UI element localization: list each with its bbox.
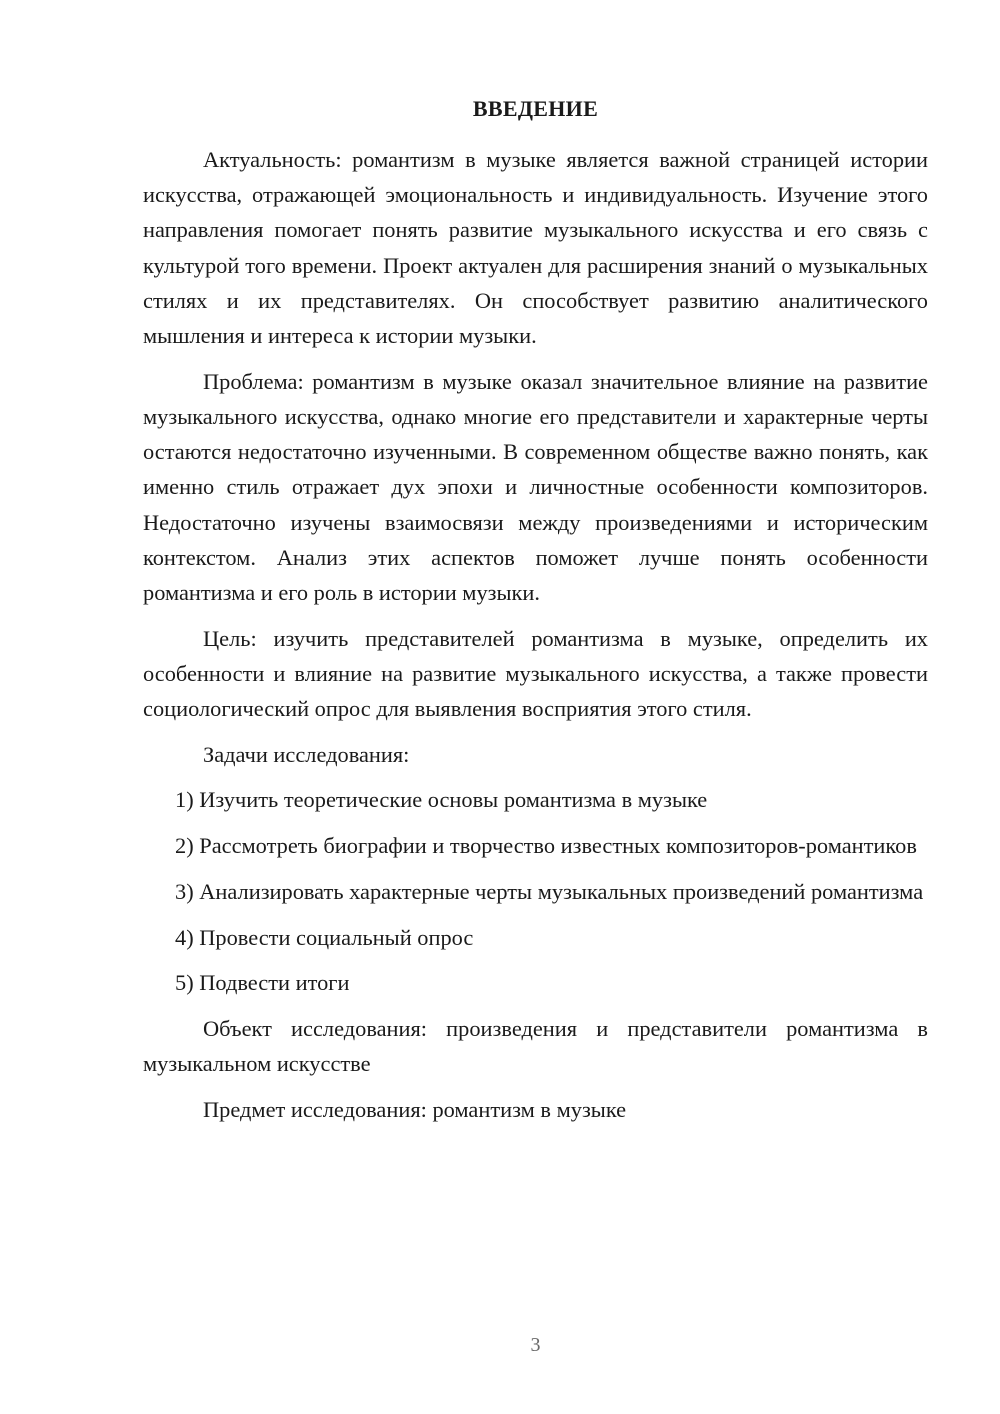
task-item: 3) Анализировать характерные черты музыкальных произведений романтизма bbox=[175, 878, 924, 904]
paragraph-goal: Цель: изучить представителей романтизма в музыке, определить их особенности и влияние на развитие музыкального искусства, а также провести социологический опрос для выявления восприятия этого стиля. bbox=[143, 625, 928, 722]
paragraph-subject: Предмет исследования: романтизм в музыке bbox=[203, 1096, 627, 1122]
paragraph-problem: Проблема: романтизм в музыке оказал значительное влияние на развитие музыкального искусства, однако многие его представители и характерные черты остаются недостаточно изученными. В современном обществе важно понять, как именно стиль отражает дух эпохи и личностные особенности композиторов. Недостаточно изучены взаимосвязи между произведениями и историческим контекстом. Анализ этих аспектов поможет лучше понять особенности романтизма и его роль в истории музыки. bbox=[143, 368, 928, 605]
task-item: 2) Рассмотреть биографии и творчество известных композиторов-романтиков bbox=[175, 833, 917, 859]
paragraph-object: Объект исследования: произведения и представители романтизма в музыкальном искусстве bbox=[143, 1015, 928, 1077]
task-item: 4) Провести социальный опрос bbox=[175, 924, 474, 950]
document-body bbox=[143, 142, 928, 1127]
task-item: 1) Изучить теоретические основы романтизма в музыке bbox=[175, 787, 708, 813]
paragraph-relevance: Актуальность: романтизм в музыке является важной страницей истории искусства, отражающей эмоциональность и индивидуальность. Изучение этого направления помогает понять развитие музыкального искусства и его связь с культурой того времени. Проект актуален для расширения знаний о музыкальных стилях и их представителях. Он способствует развитию аналитического мышления и интереса к истории музыки. bbox=[143, 147, 928, 349]
tasks-heading: Задачи исследования: bbox=[203, 741, 410, 767]
page-title: ВВЕДЕНИЕ bbox=[472, 96, 599, 121]
document-page bbox=[143, 0, 928, 1414]
task-item: 5) Подвести итоги bbox=[175, 970, 350, 996]
page-number: 3 bbox=[530, 1334, 541, 1356]
